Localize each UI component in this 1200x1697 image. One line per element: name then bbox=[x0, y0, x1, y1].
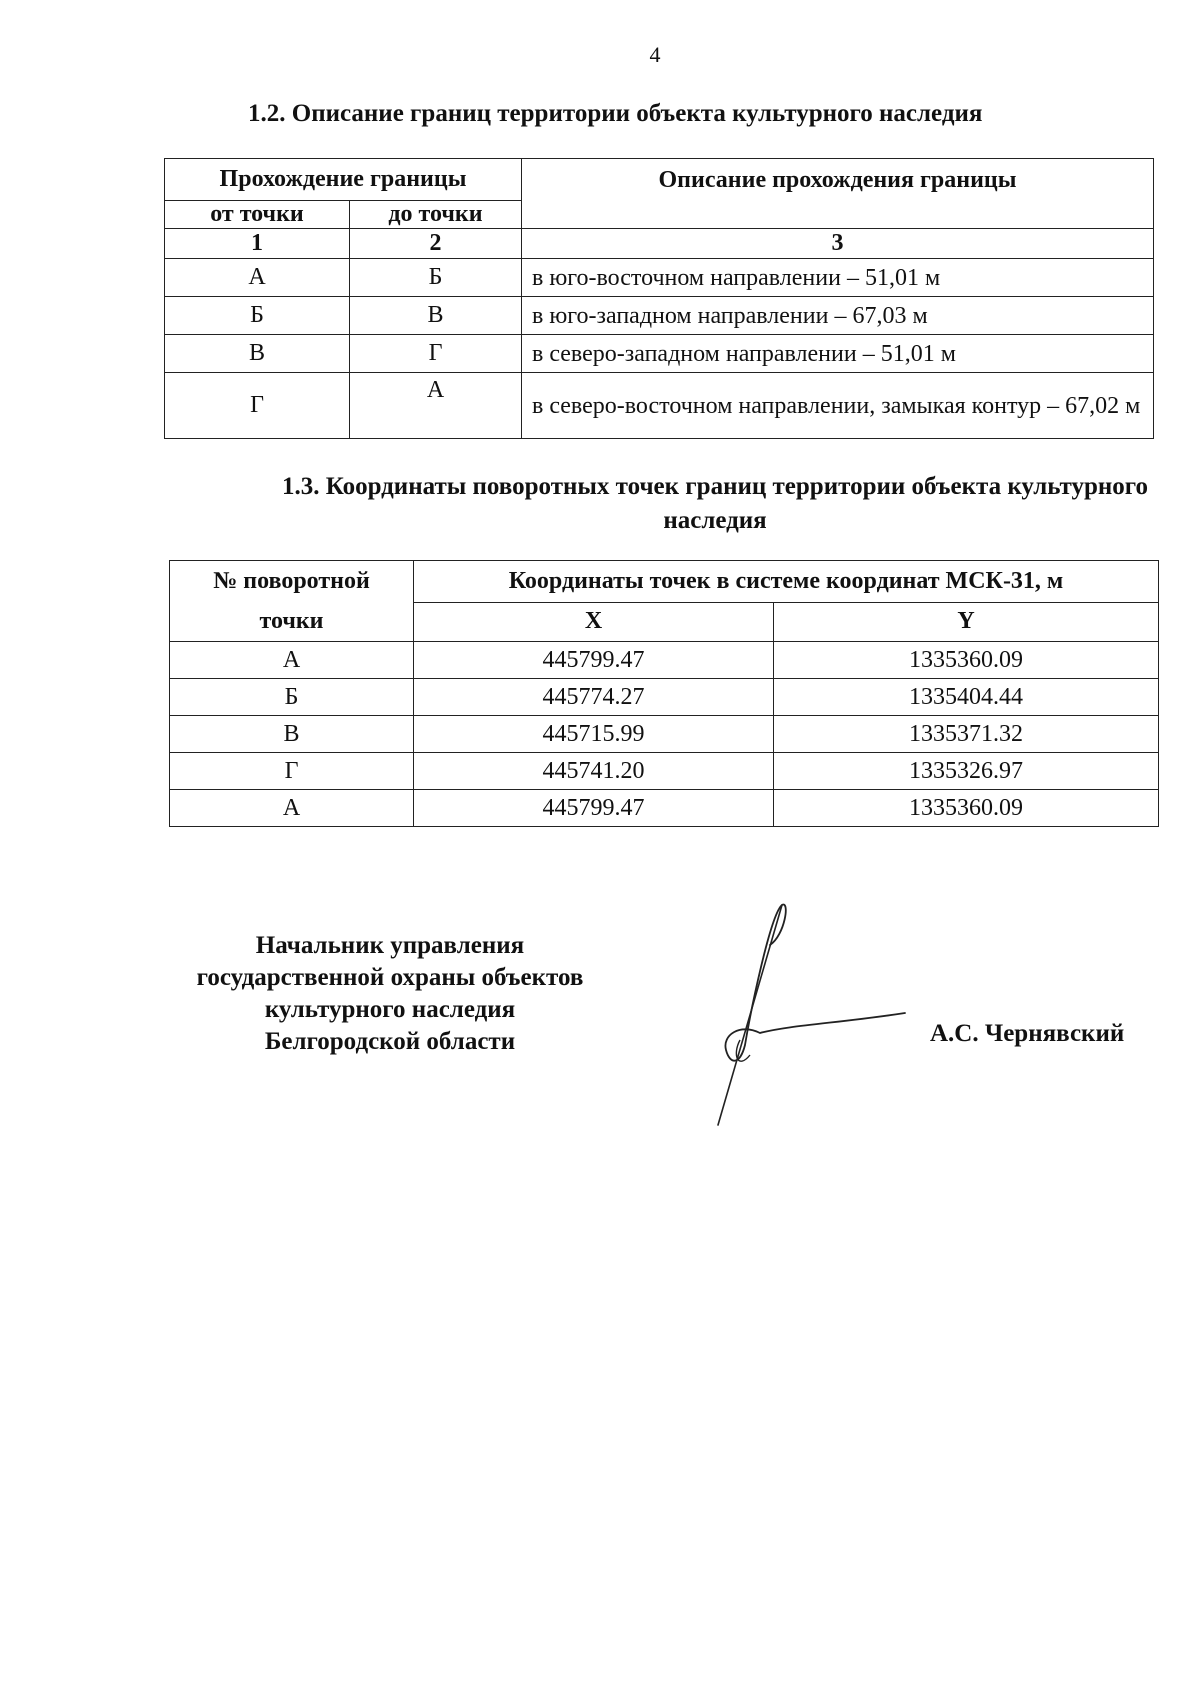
table-row bbox=[170, 679, 1159, 716]
section-1-2-title: 1.2. Описание границ территории объекта культурного наследия bbox=[248, 100, 983, 127]
y-cell: 1335404.44 bbox=[774, 679, 1159, 716]
header-coordinates: Координаты точек в системе координат МСК-31, м bbox=[414, 561, 1159, 603]
y-cell: 1335326.97 bbox=[774, 753, 1159, 790]
point-cell: В bbox=[170, 716, 414, 753]
position-line-2: государственной охраны объектов bbox=[196, 964, 584, 991]
x-cell: 445799.47 bbox=[414, 790, 774, 827]
handwritten-signature bbox=[690, 895, 920, 1135]
header-y: Y bbox=[774, 602, 1159, 641]
from-point-cell: А bbox=[165, 259, 350, 297]
x-cell: 445774.27 bbox=[414, 679, 774, 716]
table-row bbox=[170, 716, 1159, 753]
header-col-2: 2 bbox=[350, 229, 522, 259]
point-cell: Б bbox=[170, 679, 414, 716]
point-cell: А bbox=[170, 642, 414, 679]
description-cell: в северо-западном направлении – 51,01 м bbox=[522, 335, 1154, 373]
description-cell: в юго-западном направлении – 67,03 м bbox=[522, 297, 1154, 335]
table-row bbox=[165, 259, 1154, 297]
page-number: 4 bbox=[649, 42, 661, 67]
to-point-cell: В bbox=[350, 297, 522, 335]
boundary-description-table bbox=[164, 158, 1154, 439]
header-passage: Прохождение границы bbox=[165, 159, 522, 201]
position-line-3: культурного наследия bbox=[264, 996, 516, 1023]
from-point-cell: Г bbox=[165, 373, 350, 439]
to-point-cell: Г bbox=[350, 335, 522, 373]
table-row bbox=[165, 297, 1154, 335]
header-col-3: 3 bbox=[522, 229, 1154, 259]
position-line-1: Начальник управления bbox=[255, 932, 525, 959]
position-line-4: Белгородской области bbox=[264, 1028, 516, 1055]
description-cell: в северо-восточном направлении, замыкая контур – 67,02 м bbox=[522, 373, 1154, 439]
table-row bbox=[165, 335, 1154, 373]
y-cell: 1335360.09 bbox=[774, 642, 1159, 679]
y-cell: 1335360.09 bbox=[774, 790, 1159, 827]
from-point-cell: Б bbox=[165, 297, 350, 335]
table-row bbox=[165, 373, 1154, 439]
x-cell: 445741.20 bbox=[414, 753, 774, 790]
header-description: Описание прохождения границы bbox=[522, 159, 1154, 229]
from-point-cell: В bbox=[165, 335, 350, 373]
point-cell: Г bbox=[170, 753, 414, 790]
coordinates-table bbox=[169, 560, 1159, 827]
header-x: X bbox=[414, 602, 774, 641]
header-from-point: от точки bbox=[165, 201, 350, 229]
x-cell: 445799.47 bbox=[414, 642, 774, 679]
y-cell: 1335371.32 bbox=[774, 716, 1159, 753]
signatory-name: А.С. Чернявский bbox=[930, 1020, 1125, 1047]
section-1-3-title: 1.3. Координаты поворотных точек границ территории объекта культурного наследия bbox=[281, 473, 1149, 534]
table-row bbox=[170, 790, 1159, 827]
description-cell: в юго-восточном направлении – 51,01 м bbox=[522, 259, 1154, 297]
x-cell: 445715.99 bbox=[414, 716, 774, 753]
to-point-cell: А bbox=[350, 373, 522, 439]
header-point-number: № поворотной точки bbox=[170, 561, 414, 642]
to-point-cell: Б bbox=[350, 259, 522, 297]
header-col-1: 1 bbox=[165, 229, 350, 259]
point-cell: А bbox=[170, 790, 414, 827]
table-row bbox=[170, 642, 1159, 679]
header-to-point: до точки bbox=[350, 201, 522, 229]
table-row bbox=[170, 753, 1159, 790]
signatory-position bbox=[180, 930, 600, 1058]
